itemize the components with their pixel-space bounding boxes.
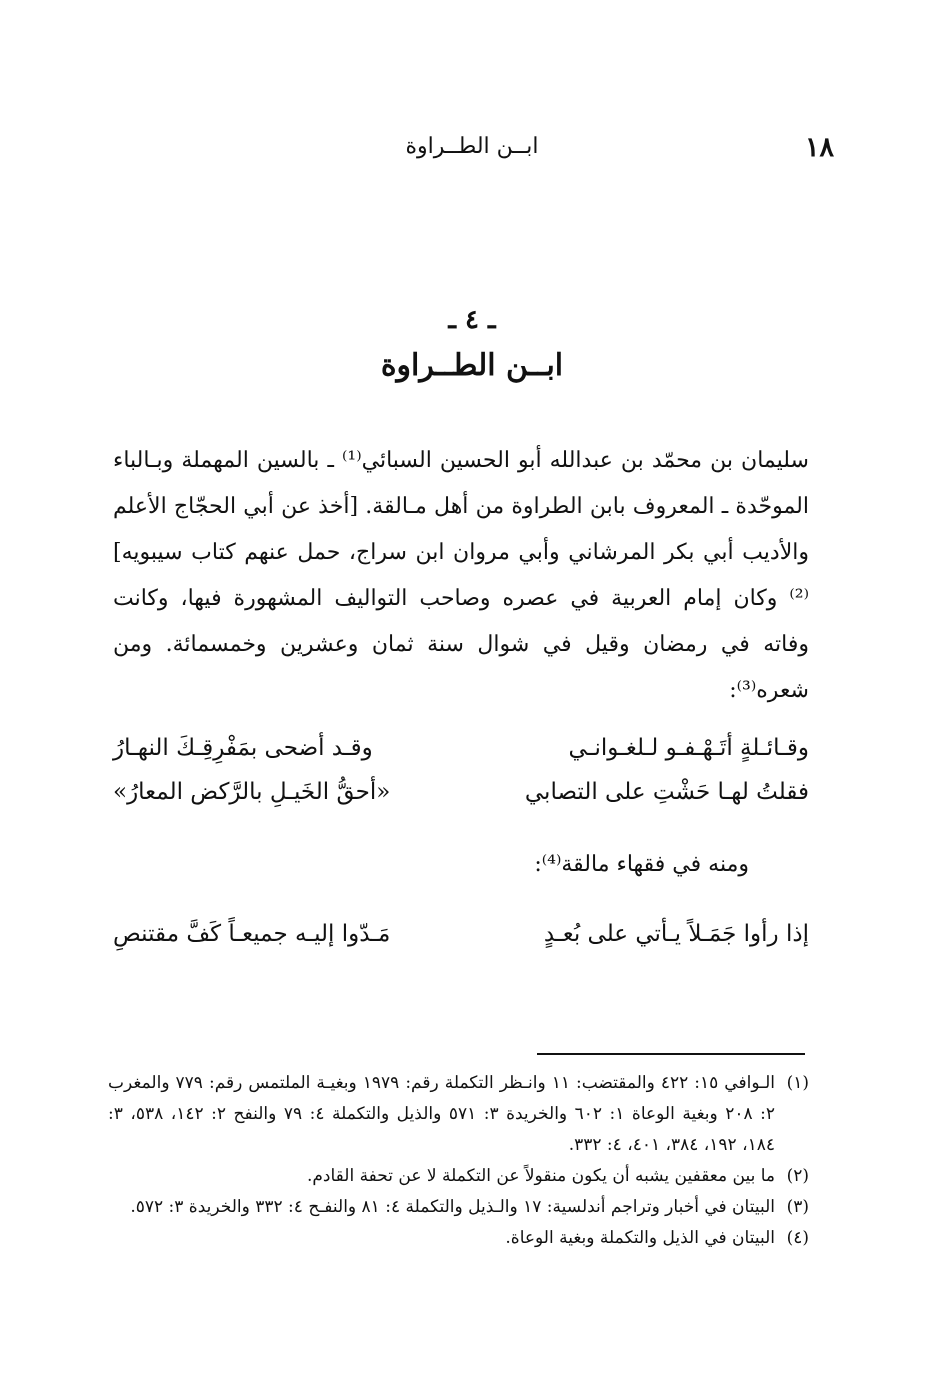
footnote-marker: (٤) <box>786 1228 809 1248</box>
footnote-text: الـوافي ١٥: ٤٢٢ والمقتضب: ١١ وانـظر التكملة رقم: ١٩٧٩ وبغيـة الملتمس رقم: ٧٧٩ والمغرب ٢: ٢٠٨ وبغية الوعاة ١: ٦٠٢ والخريدة ٣: ٥٧١ والذيل والتكملة ٤: ٧٩ والنفح ٢: ١٤٢، ٥٣٨، ٣: ١٨٤، ١٩٢، ٣٨٤، ٤٠١، ٤: ٣٣٢. <box>108 1073 775 1155</box>
footnote-marker: (١) <box>786 1073 809 1093</box>
poem-second <box>113 912 809 956</box>
footnote <box>108 1068 809 1161</box>
footnote-text: البيتان في الذيل والتكملة وبغية الوعاة. <box>505 1228 775 1248</box>
footnote-text: ما بين معقفين يشبه أن يكون منقولاً عن التكملة لا عن تحفة القادم. <box>306 1166 775 1186</box>
footnote-marker: (٣) <box>786 1197 809 1217</box>
chapter-title: ابــن الطــراوة <box>380 348 564 383</box>
verse-first-hemistich: إذا رأوا جَمَـلاً يـأتي على بُعـدٍ <box>543 921 809 947</box>
page-number: ١٨ <box>804 132 834 163</box>
chapter-number: ـ ٤ ـ <box>448 305 496 335</box>
verse-second-hemistich: وقـد أضحى بمَفْرِقِـكَ النهـارُ <box>113 735 373 761</box>
footnote <box>108 1161 809 1192</box>
biography-text: سليمان بن محمّد بن عبدالله أبو الحسين السبائي⁽¹⁾ ـ بالسين المهملة وبـالباء الموحّدة ـ المعروف بابن الطراوة من أهل مـالقة. [أخذ عن أبي الحجّاج الأعلم والأديب أبي بكر المرشاني وأبي مروان ابن سراج، حمل عنهم كتاب سيبويه]⁽²⁾ وكان إمام العربية في عصره وصاحب التواليف المشهورة فيها، وكانت وفاته في رمضان وقيل في شوال سنة ثمان وعشرين وخمسمائة. ومن شعره⁽³⁾: <box>113 448 809 703</box>
poem-verse <box>113 726 809 770</box>
verse-first-hemistich: فقلتُ لهـا حَشْتِ على التصابي <box>524 779 809 805</box>
footnote-text: البيتان في أخبار وتراجم أندلسية: ١٧ والـذيل والتكملة ٤: ٨١ والنفـح ٤: ٣٣٢ والخريدة ٣: ٥٧٢. <box>130 1197 775 1217</box>
poem-verse <box>113 770 809 814</box>
biography-paragraph <box>113 438 809 714</box>
poem-verse <box>113 912 809 956</box>
footnote-separator <box>537 1053 805 1055</box>
running-title: ابــن الطــراوة <box>405 134 539 159</box>
footnote-marker: (٢) <box>786 1166 809 1186</box>
footnote <box>108 1223 809 1254</box>
poem-introduction: ومنه في فقهاء مالقة⁽⁴⁾: <box>534 852 749 877</box>
verse-second-hemistich: مَـدّوا إليـه جميعـاً كَفَّ مقتنصِ <box>113 921 391 947</box>
footnote <box>108 1192 809 1223</box>
running-header <box>110 132 834 168</box>
poem-first <box>113 726 809 814</box>
footnotes <box>108 1068 809 1254</box>
verse-second-hemistich: «أحقُّ الخَيـلِ بالرَّكض المعارُ» <box>113 779 391 805</box>
verse-first-hemistich: وقـائـلةٍ أتَـهْـفـو لـلغـوانـي <box>568 735 809 761</box>
